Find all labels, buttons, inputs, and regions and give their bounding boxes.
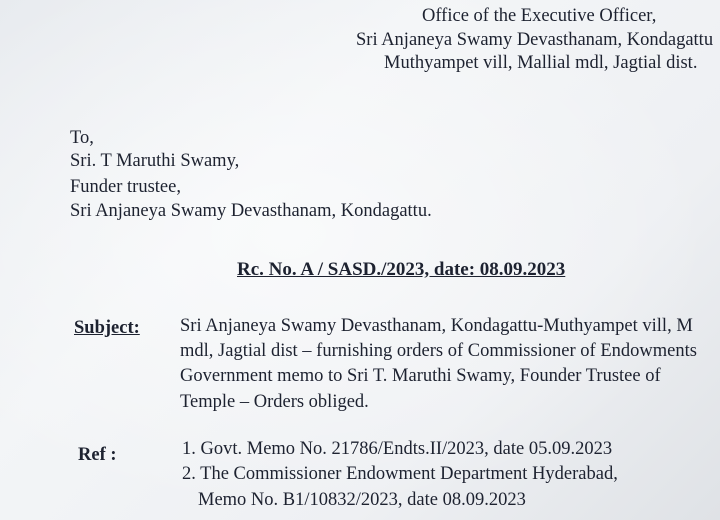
office-address: Muthyampet vill, Mallial mdl, Jagtial dist. (384, 53, 698, 73)
ref-item: Memo No. B1/10832/2023, date 08.09.2023 (198, 490, 526, 510)
office-title: Office of the Executive Officer, (422, 6, 657, 26)
subject-line: Temple – Orders obliged. (180, 392, 369, 412)
ref-item: 2. The Commissioner Endowment Department Hyderabad, (182, 464, 618, 484)
ref-item: 1. Govt. Memo No. 21786/Endts.II/2023, date 05.09.2023 (182, 439, 613, 459)
reference-number: Rc. No. A / SASD./2023, date: 08.09.2023 (237, 259, 566, 280)
recipient-to: To, (70, 128, 94, 148)
subject-line: Government memo to Sri T. Maruthi Swamy, Founder Trustee of (180, 366, 661, 386)
subject-label: Subject: (74, 318, 140, 338)
recipient-name: Sri. T Maruthi Swamy, (70, 151, 240, 171)
ref-label: Ref : (78, 445, 117, 465)
subject-line: Sri Anjaneya Swamy Devasthanam, Kondagattu-Muthyampet vill, M (180, 316, 693, 336)
subject-line: mdl, Jagtial dist – furnishing orders of Commissioner of Endowments (180, 341, 697, 361)
recipient-designation: Funder trustee, (70, 177, 181, 197)
office-temple-name: Sri Anjaneya Swamy Devasthanam, Kondagattu (356, 30, 714, 50)
recipient-address: Sri Anjaneya Swamy Devasthanam, Kondagattu. (70, 201, 432, 221)
